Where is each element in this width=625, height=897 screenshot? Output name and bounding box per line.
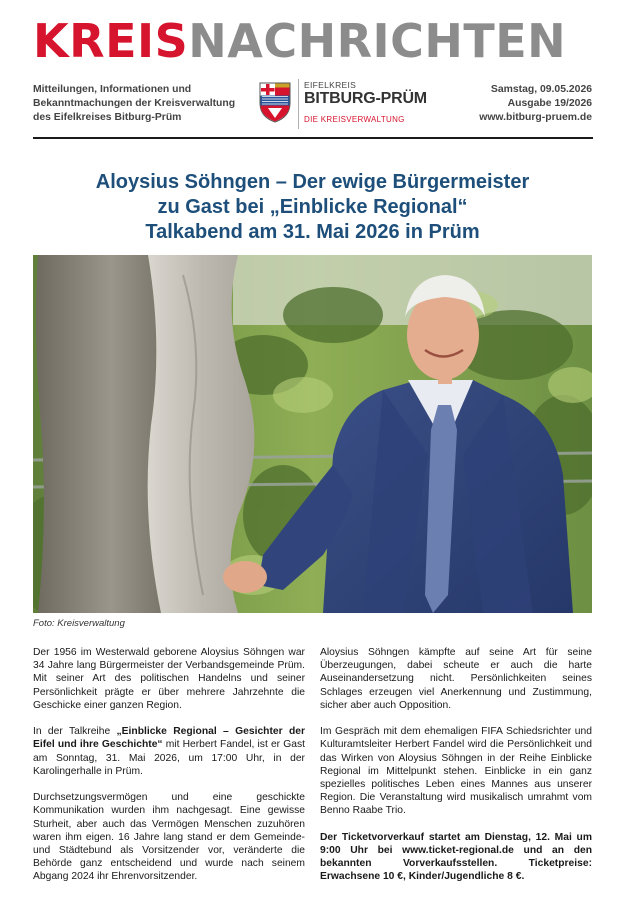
- article-paragraph: Der 1956 im Westerwald geborene Aloysius Söhngen war 34 Jahre lang Bürgermeister der Verbandsgemeinde Prüm. Mit seiner Art des politischen Handelns und seiner Persönlichkeit prägte er über mehrere Jahrzehnte die Geschicke einer ganzen Region.: [33, 647, 305, 711]
- coat-of-arms-icon: [258, 81, 292, 123]
- issue-edition: Ausgabe 19/2026: [507, 98, 592, 109]
- photo-caption: Foto: Kreisverwaltung: [33, 618, 125, 629]
- paragraph-text: In der Talkreihe: [33, 726, 117, 738]
- subtitle-line: Bekanntmachungen der Kreisverwaltung: [33, 98, 236, 109]
- issue-date: Samstag, 09.05.2026: [490, 84, 592, 95]
- district-logo: [258, 77, 428, 131]
- article-paragraph: Aloysius Söhngen kämpfte auf seine Art für seine Überzeugungen, dabei scheute er auch die harte Auseinandersetzung nicht. Persönlichkeiten seines Schlages erzeugen viel Anerkennung und Zustimmung, sicher aber auch Opposition.: [320, 647, 592, 711]
- portrait-photo-image: [33, 255, 592, 613]
- article-paragraph: Im Gespräch mit dem ehemaligen FIFA Schiedsrichter und Kulturamtsleiter Herbert Fandel wird die Persönlichkeit und das Wirken von Aloysius Söhngen in der Reihe Einblicke Regional im Mittelpunkt stehen. Einblicke in ein ganz spezielles politisches Leben eines Mannes aus unserer Region. Die Veranstaltung wird musikalisch umrahmt vom Benno Raabe Trio.: [320, 726, 592, 817]
- article-column-left: [33, 646, 305, 897]
- issue-info: [422, 83, 592, 125]
- logo-line-eifelkreis: EIFELKREIS: [304, 80, 357, 90]
- article-paragraph: Durchsetzungsvermögen und eine geschickte Kommunikation wurden ihm nachgesagt. Eine gewisse Sturheit, aber auch das Vermögen Menschen zuzuhören waren ihm eigen. 16 Jahre lang stand er dem Gemeinde- und Städtebund als Vorsitzender vor, veränderte die Behörde ganz entscheidend und wurde nach seinem Abgang 2024 ihr Ehrenvorsitzender.: [33, 792, 305, 883]
- article-column-right: [320, 646, 592, 897]
- article-photo: [33, 255, 592, 613]
- issue-url[interactable]: www.bitburg-pruem.de: [479, 112, 592, 123]
- article-headline: [60, 170, 565, 245]
- ticket-info: [320, 831, 592, 884]
- masthead: [33, 16, 593, 66]
- subtitle-line: Mitteilungen, Informationen und: [33, 84, 192, 95]
- logo-line-kreisverwaltung: DIE KREISVERWALTUNG: [304, 115, 405, 124]
- talk-series-title: „Einblicke Regional – Gesichter der Eifel und ihre Geschichte“: [33, 726, 305, 751]
- subtitle-line: des Eifelkreises Bitburg-Prüm: [33, 112, 182, 123]
- header-rule: [33, 137, 593, 139]
- masthead-nachrichten: NACHRICHTEN: [188, 14, 567, 68]
- paragraph-text: mit Herbert Fandel, ist er Gast am Sonntag, 31. Mai 2026, um 17:00 Uhr, in der Karolingerhalle in Prüm.: [33, 739, 305, 777]
- article-paragraph: [33, 725, 305, 778]
- logo-divider: [298, 79, 299, 129]
- headline-line: zu Gast bei „Einblicke Regional“: [157, 196, 468, 218]
- headline-line: Talkabend am 31. Mai 2026 in Prüm: [145, 221, 480, 243]
- masthead-kreis: KREIS: [33, 14, 189, 68]
- ticket-info-text: Der Ticketvorverkauf startet am Dienstag, 12. Mai um 9:00 Uhr bei www.ticket-regional.de und an den bekannten Vorverkaufsstellen. Ticketpreise: Erwachsene 10 €, Kinder/Jugendliche 8 €.: [320, 831, 592, 883]
- headline-line: Aloysius Söhngen – Der ewige Bürgermeister: [95, 171, 530, 193]
- publication-subtitle: [33, 83, 248, 125]
- logo-line-bitburg-pruem: BITBURG-PRÜM: [304, 90, 427, 107]
